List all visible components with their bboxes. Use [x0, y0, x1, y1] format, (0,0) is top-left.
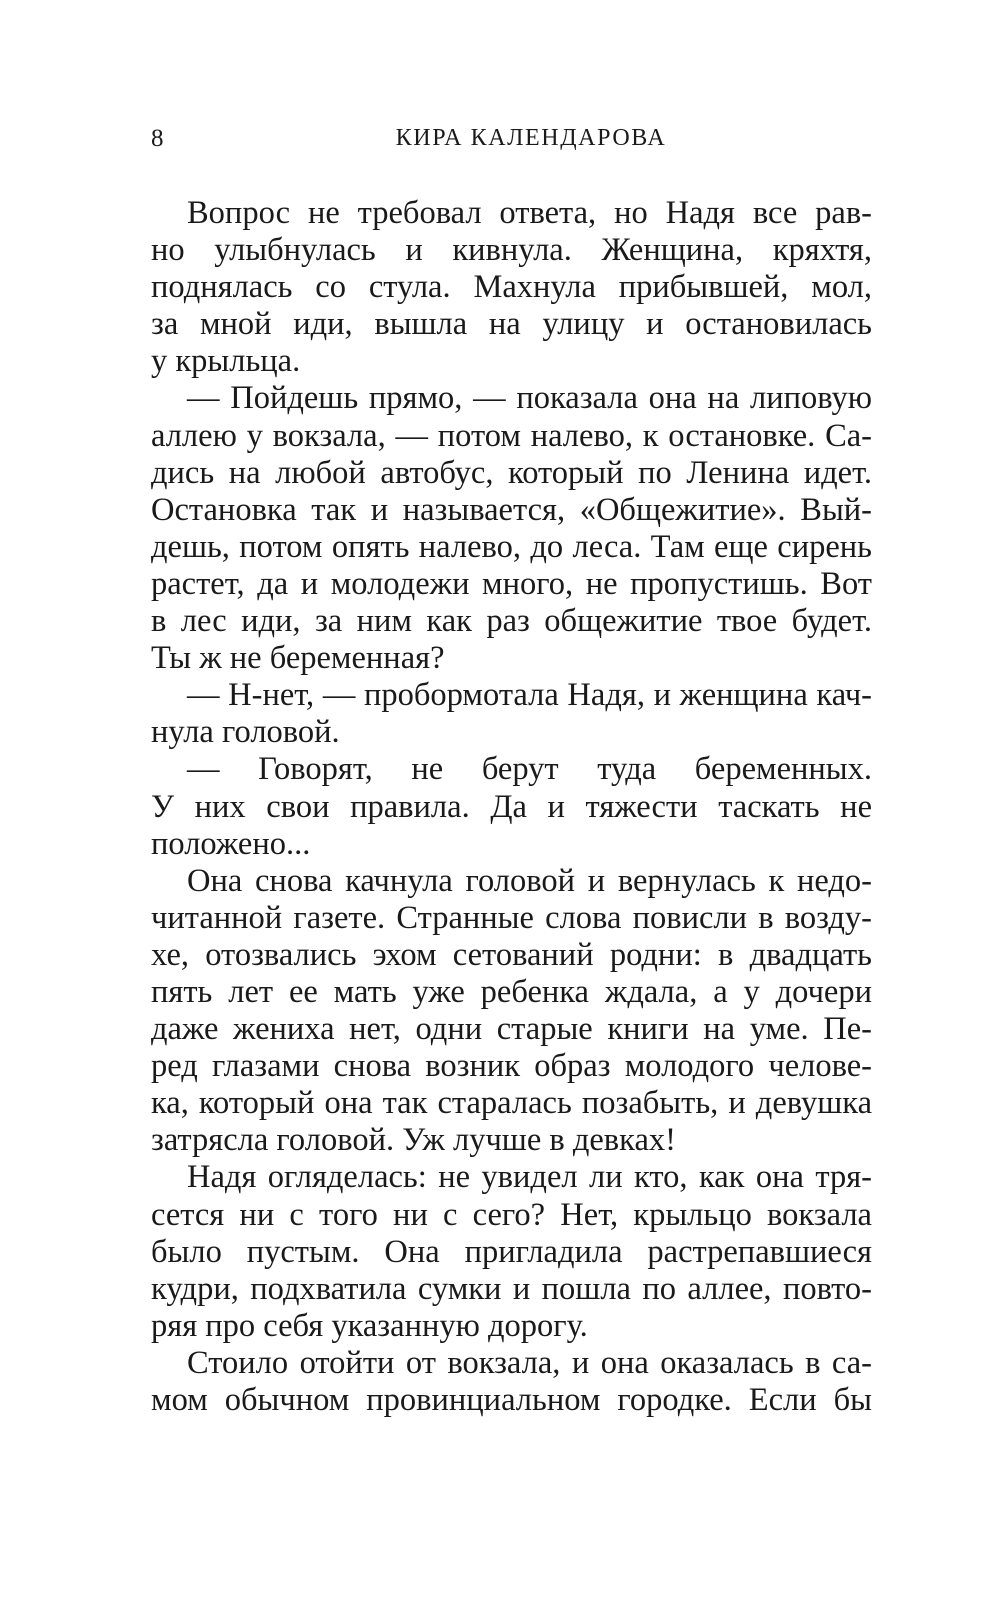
text-line: — Говорят, не берут туда беременных.: [187, 751, 872, 788]
text-line: ряя про себя указанную дорогу.: [151, 1307, 588, 1344]
paragraph: [151, 1159, 872, 1344]
text-line: — Пойдешь прямо, — показала она на липовую: [187, 380, 872, 417]
text-line: за мной иди, вышла на улицу и остановилась: [151, 306, 872, 343]
text-line: поднялась со стула. Махнула прибывшей, мол,: [151, 269, 872, 306]
paragraph: [151, 863, 872, 1160]
text-line: хе, отозвались эхом сетований родни: в двадцать: [151, 936, 872, 973]
text-line: кудри, подхватила сумки и пошла по аллее, повто-: [151, 1270, 872, 1307]
page-number: 8: [151, 125, 164, 152]
page-header: [151, 125, 871, 161]
text-line: затрясла головой. Уж лучше в девках!: [151, 1122, 676, 1159]
text-line: Она снова качнула головой и вернулась к недо-: [187, 862, 872, 899]
text-line: положено...: [151, 825, 311, 862]
text-line: ка, который она так старалась позабыть, и девушка: [151, 1085, 872, 1122]
text-line: растет, да и молодежи много, не пропустишь. Вот: [151, 565, 872, 602]
text-line: сется ни с того ни с сего? Нет, крыльцо вокзала: [151, 1196, 872, 1233]
text-line: ред глазами снова возник образ молодого челове-: [151, 1048, 872, 1085]
body-text: [151, 195, 872, 1419]
paragraph: [151, 195, 872, 380]
text-line: пять лет ее мать уже ребенка ждала, а у дочери: [151, 973, 872, 1010]
text-line: у крыльца.: [151, 343, 301, 380]
text-line: дись на любой автобус, который по Ленина идет.: [151, 454, 872, 491]
text-line: Остановка так и называется, «Общежитие». Вый-: [151, 491, 872, 528]
paragraph: [151, 751, 872, 862]
text-line: Надя огляделась: не увидел ли кто, как она тря-: [187, 1159, 872, 1196]
text-line: даже жениха нет, одни старые книги на уме. Пе-: [151, 1011, 872, 1048]
paragraph: [151, 380, 872, 677]
text-line: но улыбнулась и кивнула. Женщина, кряхтя,: [151, 232, 872, 269]
text-line: Вопрос не требовал ответа, но Надя все рав-: [187, 195, 872, 231]
paragraph: [151, 1345, 872, 1419]
text-line: аллею у вокзала, — потом налево, к остановке. Са-: [151, 417, 872, 454]
text-line: — Н-нет, — пробормотала Надя, и женщина кач-: [187, 677, 872, 714]
text-line: в лес иди, за ним как раз общежитие твое будет.: [151, 603, 872, 640]
text-line: мом обычном провинциальном городке. Если бы: [151, 1382, 872, 1418]
text-line: Ты ж не беременная?: [151, 640, 445, 677]
text-line: дешь, потом опять налево, до леса. Там еще сирень: [151, 528, 872, 565]
text-line: читанной газете. Странные слова повисли в возду-: [151, 899, 872, 936]
text-line: было пустым. Она пригладила растрепавшиеся: [151, 1233, 872, 1270]
text-line: Стоило отойти от вокзала, и она оказалась в са-: [187, 1344, 872, 1381]
running-head-author: КИРА КАЛЕНДАРОВА: [395, 125, 667, 151]
text-line: У них свои правила. Да и тяжести таскать не: [151, 788, 872, 825]
text-line: нула головой.: [151, 714, 340, 751]
paragraph: [151, 677, 872, 751]
